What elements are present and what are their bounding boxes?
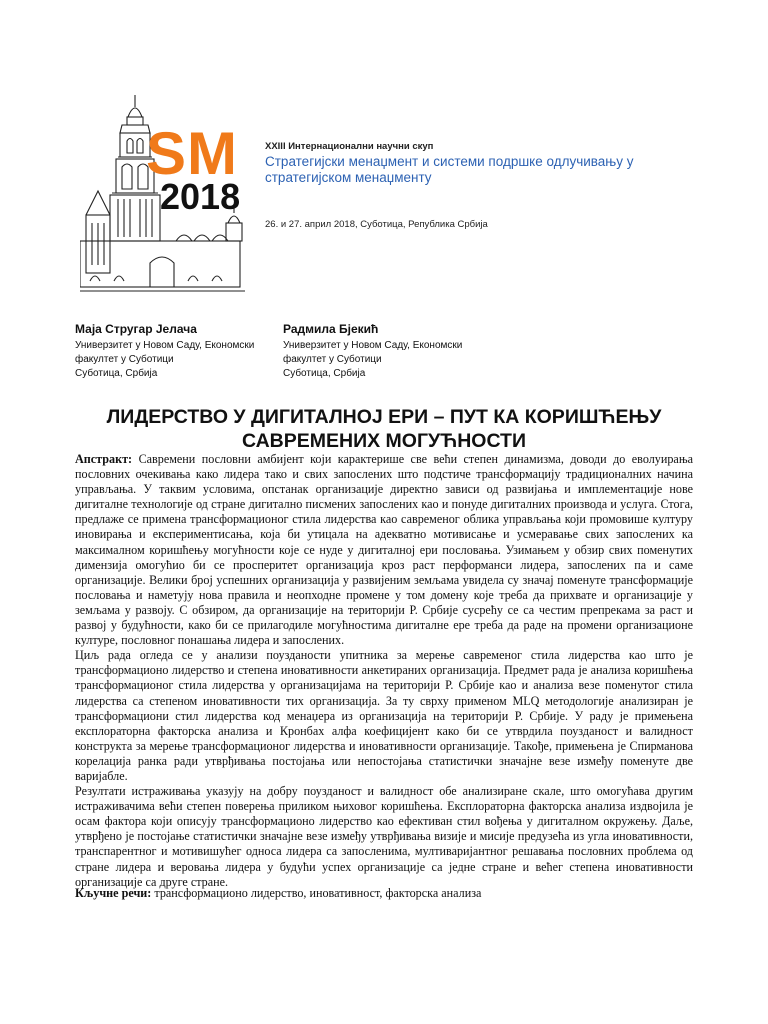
paper-title: ЛИДЕРСТВО У ДИГИТАЛНОЈ ЕРИ – ПУТ КА КОРИШЋЕЊУ САВРЕМЕНИХ МОГУЋНОСТИ: [106, 406, 662, 452]
abstract-paragraph: [75, 452, 693, 648]
conference-title: Стратегијски менаџмент и системи подршке одлучивању у стратегијском менаџменту: [265, 154, 634, 185]
author-block: [75, 322, 275, 381]
keywords-label: Кључне речи:: [75, 886, 152, 900]
keywords: [75, 886, 693, 901]
keywords-text: трансформационо лидерство, иновативност, факторска анализа: [154, 886, 482, 900]
logo-sm-text: SM: [146, 120, 238, 187]
abstract-paragraph: Циљ рада огледа се у анализи поузданости упитника за мерење савременог стила лидерства као што је трансформационо лидерство и степена иновативности анкетираних организација. Предмет рада је анализа коришћења трансформационог стила лидерства у организацијама на територији Р. Србије као и анализа везе поменутог стила лидерства са степеном иновативности тих организација. За ту сврху применом MLQ методологије анализиран је трансформациони стил лидерства код менаџера из организација на територији Р. Србије. У раду је примењена експлораторна факторска анализа и Кронбах алфа коефицијент како би се утврдила поузданост и валидност конструкта за мерење трансформационог лидерства и иновативности организације. Такође, примењена је Спирманова корелација ранка ради утврђивања постојања или непостојања статистички значајне везе између поменуте две варијабле.: [75, 648, 693, 783]
abstract: [75, 452, 693, 890]
author-affiliation: Универзитет у Новом Саду, Економски: [75, 340, 255, 351]
abstract-text: Савремени пословни амбијент који карактерише све већи степен динамизма, доводи до еволуирања пословних очекивања како лидера тако и свих запослених што подстиче трансформацију традиционалних начина управљања. У таквим условима, опстанак организације директно зависи од развијања и имплементације нове дигиталне технологије од стране дигитално писмених запослених као и понуде дигиталних производа и услуга. Стога, предлаже се примена трансформационог стила лидерства као савременог облика управљања који промовише културу иновирања и експериментисања, која би утицала на адекватно мотивисање и усмеравање свих запослених ка максималном коришћењу могућности које се нуде у дигиталној ери пословања. Узимањем у обзир свих поменутих димензија омогућио би се просперитет организација кроз раст перформанси лидера, запослених па и саме организације. Велики број успешних организација у развијеним земљама увидела су значај поменуте трансформације пословања и наметују нова правила и неопходне промене у том домену које треба да прихвате и организације у земљама у развоју. С обзиром, да организације на територији Р. Србије сусрећу се са честим препрекама за раст и развој у будућности, како би се прилагодиле могућностима дигиталне ере треба да раде на промени организационе културе, пословног понашања лидера и запослених.: [75, 452, 693, 648]
author-city: Суботица, Србија: [75, 368, 158, 379]
conference-date: 26. и 27. април 2018, Суботица, Република Србија: [265, 219, 488, 230]
conference-header: [265, 141, 705, 186]
conference-subtitle: XXIII Интернационални научни скуп: [265, 141, 434, 152]
author-affiliation: факултет у Суботици: [283, 354, 382, 365]
author-name: Маја Стругар Јелача: [75, 322, 197, 336]
abstract-paragraph: Резултати истраживања указују на добру поузданост и валидност обе анализиране скале, што омогућава другим истраживачима већи степен поверења приликом њиховог коришћења. Експлораторна факторска анализа издвојила је осам фактора који описују трансформационо лидерство као ефективан стил вођења у дигиталном окружењу. Даље, утврђено је постојање статистички значајне везе између утврђивања визије и мисије предузећа из угла иновативности, транспарентног и мотивишућег односа лидера са запосленима, мултиваријантног решавања пословних проблема од стране лидера и веровања лидера у будући успех организације са једне стране и већег степена иновативности организације са друге стране.: [75, 784, 693, 889]
abstract-label: Апстракт:: [75, 452, 133, 466]
author-affiliation: Универзитет у Новом Саду, Економски: [283, 340, 463, 351]
author-affiliation: факултет у Суботици: [75, 354, 174, 365]
logo-year-text: 2018: [160, 176, 241, 217]
author-block: [283, 322, 483, 381]
author-city: Суботица, Србија: [283, 368, 366, 379]
author-name: Радмила Бјекић: [283, 322, 379, 336]
